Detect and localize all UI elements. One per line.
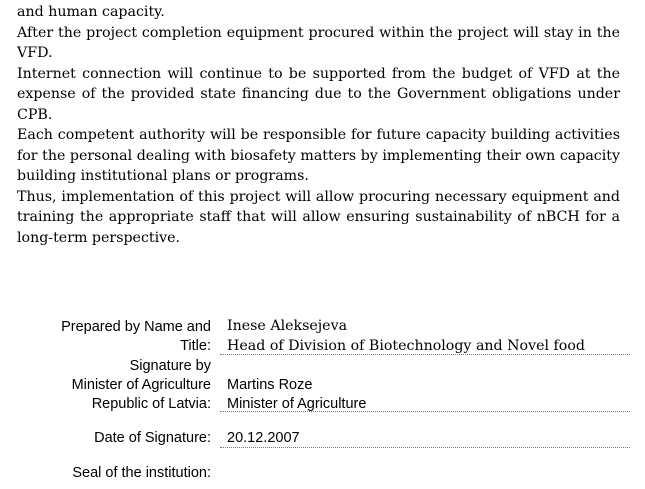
signature-label-line2: Minister of Agriculture [71,377,211,393]
paragraph-capacity-building: Each competent authority will be responsible for future capacity building activities for the personal dealing with biosafety matters by implementing their own capacity building institutional plans or programs. [17,127,620,184]
signature-label-line1: Signature by [129,358,211,374]
prepared-underline [220,354,630,355]
signature-label-line3: Republic of Latvia: [91,396,211,412]
prepared-title: Head of Division of Biotechnology and Novel food [227,338,585,354]
paragraph-sustainability: Thus, implementation of this project will allow procuring necessary equipment and training the appropriate staff that will allow ensuring sustainability of nBCH for a long-term perspective. [17,188,620,246]
date-label: Date of Signature: [94,430,211,446]
date-value: 20.12.2007 [227,430,300,446]
signature-underline [220,411,630,412]
date-underline [220,447,630,448]
prepared-by-label-line2: Title: [180,338,211,354]
seal-label: Seal of the institution: [72,465,211,481]
paragraph-equipment: After the project completion equipment procured within the project will stay in the VFD. [17,24,620,61]
prepared-by-label-line1: Prepared by Name and [61,319,211,335]
paragraph-internet: Internet connection will continue to be supported from the budget of VFD at the expense of the provided state financing due to the Government obligations under CPB. [17,65,620,123]
minister-title: Minister of Agriculture [227,396,367,412]
paragraph-continuation: and human capacity. [17,4,165,20]
prepared-name: Inese Aleksejeva [227,318,348,334]
minister-name: Martins Roze [227,377,313,393]
